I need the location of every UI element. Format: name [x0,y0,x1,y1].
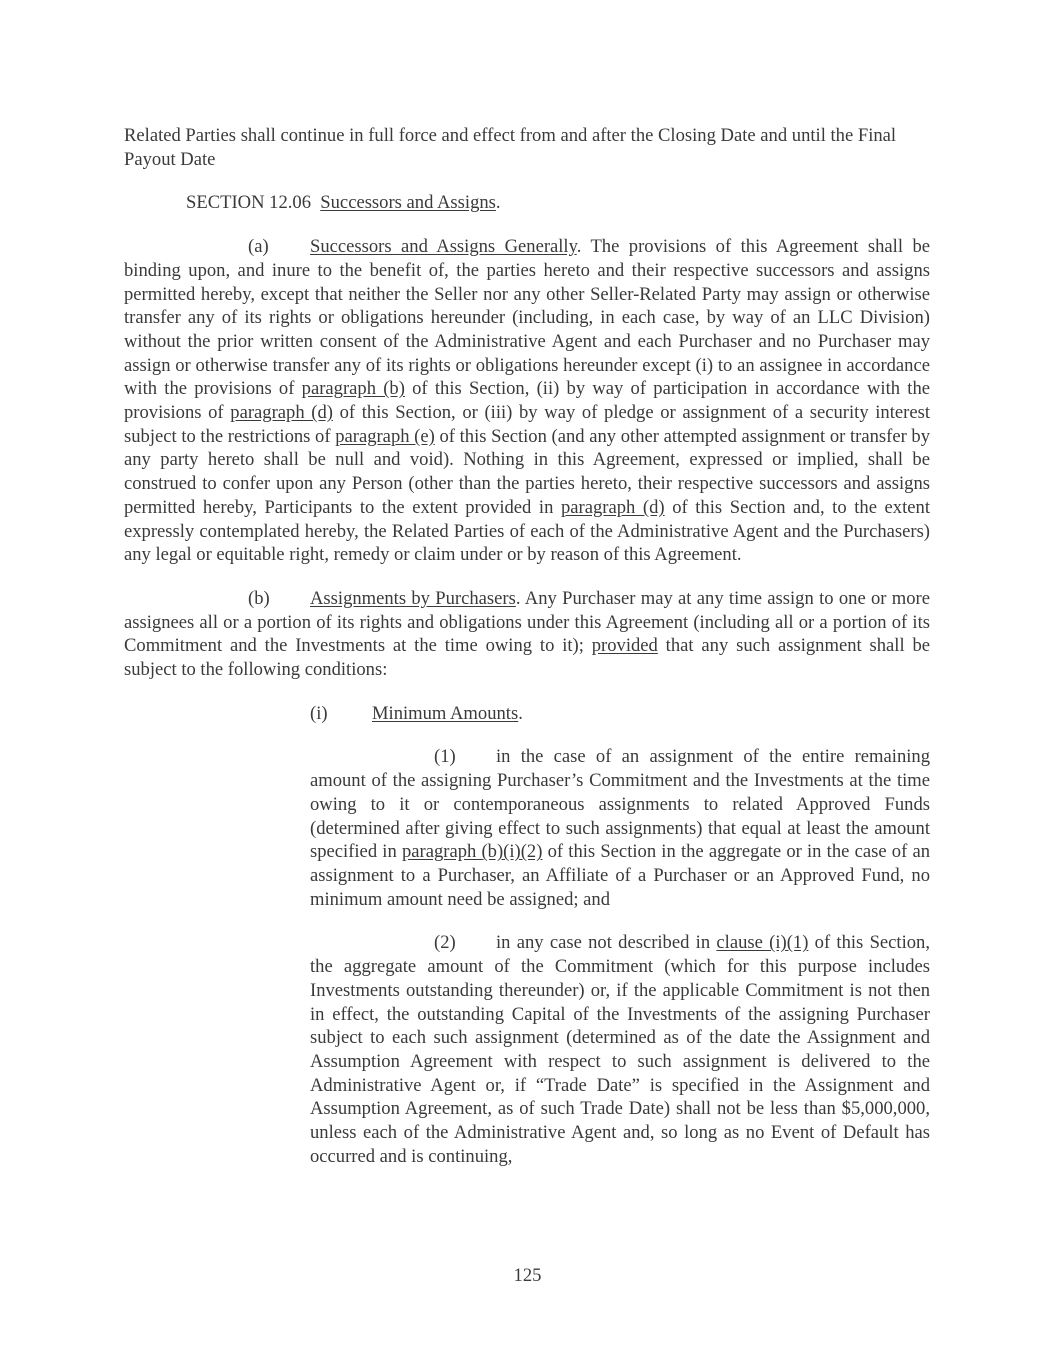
subclause-1-ref: paragraph (b)(i)(2) [401,841,543,863]
intro-text: Related Parties shall continue in full force and effect from and after the Closing Date and until the Final Payout Date [124,125,897,170]
paragraph-b-provided: provided [591,635,658,657]
intro-paragraph [124,124,930,171]
paragraph-a-ref-d: paragraph (d) [230,402,333,424]
subclause-1-text-2: of this Section in the aggregate or in the case of an assignment to a Purchaser, an Affiliate of a Purchaser or an Approved Fund, no minimum amount need be assigned; and [310,841,931,910]
clause-i-heading [124,702,930,726]
subclause-2 [310,931,930,1168]
subclause-1 [310,745,930,911]
paragraph-b-text-2: that any such assignment shall be subject to the following conditions: [124,635,930,681]
paragraph-b-heading: Assignments by Purchasers [310,587,516,609]
paragraph-a-ref-b: paragraph (b) [301,378,405,400]
subclause-2-text-2: of this Section, the aggregate amount of the Commitment (which for this purpose includes Investments outstanding thereunder) or, if the applicable Commitment is not then in effect, the outstanding Capital of the Investments of the assigning Purchaser subject to each such assignment (determined as of the date the Assignment and Assumption Agreement with respect to such assignment is delivered to the Administrative Agent or, if “Trade Date” is specified in the Assignment and Assumption Agreement, as of such Trade Date) shall not be less than $5,000,000, unless each of the Administrative Agent and, so long as no Event of Default has occurred and is continuing, [310,932,930,1167]
page-number: 125 [513,1265,542,1286]
paragraph-a-text-1: . The provisions of this Agreement shall be binding upon, and inure to the benefit of, the parties hereto and their respective successors and assigns permitted hereby, except that neither the Seller nor any other Seller-Related Party may assign or otherwise transfer any of its rights or obligations hereunder (including, in each case, by way of an LLC Division) without the prior written consent of the Administrative Agent and each Purchaser and no Purchaser may assign or otherwise transfer any of its rights or obligations hereunder except (i) to an assignee in accordance with the provisions of [124,236,930,400]
subclause-1-label: (1) [434,746,456,768]
clause-i-title-end: . [518,702,523,724]
paragraph-a-text-4: of this Section (and any other attempted assignment or transfer by any party hereto shall be null and void). Nothing in this Agreement, expressed or implied, shall be construed to confer upon any Person (other than the parties hereto, their respective successors and assigns permitted hereby, Participants to the extent provided in [124,425,931,518]
document-page [124,124,930,1188]
subclause-1-text-1: in the case of an assignment of the entire remaining amount of the assigning Purchaser’s Commitment and the Investments at the time owing to it or contemporaneous assignments to related Approved Funds (determined after giving effect to such assignments) that equal at least the amount specified in [310,746,930,863]
paragraph-a-text-5: of this Section and, to the extent expressly contemplated hereby, the Related Parties of each of the Administrative Agent and the Purchasers) any legal or equitable right, remedy or claim under or by reason of this Agreement. [124,496,930,566]
subclause-2-label: (2) [434,932,456,954]
paragraph-a-label: (a) [248,236,269,258]
paragraph-a-ref-d-2: paragraph (d) [560,496,665,518]
subclause-2-ref: clause (i)(1) [716,932,809,954]
paragraph-a-text-3: of this Section, or (iii) by way of pledge or assignment of a security interest subject to the restrictions of [124,402,930,447]
section-title-end: . [495,192,501,214]
section-title: Successors and Assigns [320,192,496,214]
paragraph-b-label: (b) [248,587,270,609]
subclause-2-text-1: in any case not described in [496,932,717,954]
clause-i-title: Minimum Amounts [372,702,519,724]
section-heading [124,191,930,215]
paragraph-a-text-2: of this Section, (ii) by way of participation in accordance with the provisions of [124,378,930,424]
paragraph-a [124,235,930,567]
clause-i-label: (i) [310,702,328,724]
paragraph-a-ref-e: paragraph (e) [335,425,435,447]
paragraph-b [124,587,930,682]
section-number: SECTION 12.06 [186,192,311,214]
paragraph-a-heading: Successors and Assigns Generally [310,236,577,258]
paragraph-b-text-1: . Any Purchaser may at any time assign to one or more assignees all or a portion of its rights and obligations under this Agreement (including all or a portion of its Commitment and the Investments at the time owing to it); [124,587,931,657]
